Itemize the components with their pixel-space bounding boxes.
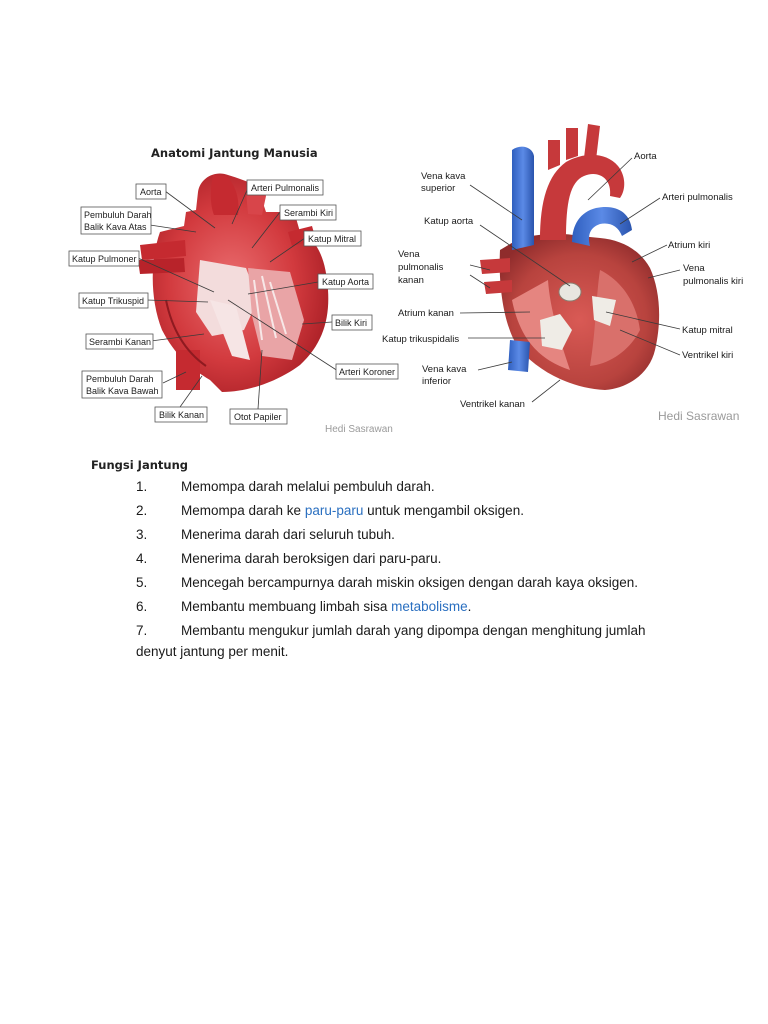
list-item xyxy=(0,598,768,622)
left-label-bilik-kanan xyxy=(155,407,207,422)
item-text: Membantu mengukur jumlah darah yang dipompa dengan menghitung jumlah xyxy=(181,623,646,638)
svg-text:Arteri Koroner: Arteri Koroner xyxy=(339,367,396,377)
left-label-serambi-kanan xyxy=(86,334,153,349)
right-label-ventrikel-kanan: Ventrikel kanan xyxy=(460,399,525,410)
list-item xyxy=(0,502,768,526)
right-label-atrium-kanan: Atrium kanan xyxy=(398,308,454,319)
item-text: Menerima darah beroksigen dari paru-paru. xyxy=(181,551,442,566)
list-item xyxy=(0,526,768,550)
item-number: 7. xyxy=(136,623,148,638)
left-label-katup-trikuspid xyxy=(79,293,148,308)
item-number: 6. xyxy=(136,599,148,614)
left-label-otot-papiler xyxy=(230,409,287,424)
item-text: Mencegah bercampurnya darah miskin oksigen dengan darah kaya oksigen. xyxy=(181,575,639,590)
left-label-katup-mitral xyxy=(304,231,361,246)
right-label-vena-pulmonalis-kanan: Vena xyxy=(398,249,420,260)
svg-text:Otot Papiler: Otot Papiler xyxy=(234,412,282,422)
item-text: Membantu membuang limbah sisa metabolisme. xyxy=(181,599,472,614)
right-label-vena-kava-inferior: Vena kava xyxy=(422,364,467,375)
right-heart-diagram xyxy=(382,124,743,423)
list-item xyxy=(0,574,768,598)
paru-paru-link[interactable]: paru-paru xyxy=(304,503,364,518)
svg-text:Katup Trikuspid: Katup Trikuspid xyxy=(82,296,145,306)
right-label-vena-pulmonalis-kanan-3: kanan xyxy=(398,275,424,286)
left-label-aorta xyxy=(136,184,166,199)
svg-text:Bilik Kiri: Bilik Kiri xyxy=(335,318,368,328)
right-label-katup-aorta: Katup aorta xyxy=(424,216,474,227)
right-label-vena-kava-superior: Vena kava xyxy=(421,171,466,182)
right-label-arteri-pulmonalis: Arteri pulmonalis xyxy=(662,192,733,203)
svg-text:Aorta: Aorta xyxy=(140,187,162,197)
right-label-katup-mitral: Katup mitral xyxy=(682,325,733,336)
list-item xyxy=(0,478,768,502)
right-label-vena-pulmonalis-kiri: Vena xyxy=(683,263,705,274)
item-number: 3. xyxy=(136,527,148,542)
right-label-atrium-kiri: Atrium kiri xyxy=(668,240,711,251)
svg-text:Serambi Kiri: Serambi Kiri xyxy=(284,208,334,218)
right-label-vena-pulmonalis-kiri-2: pulmonalis kiri xyxy=(683,276,744,287)
left-label-katup-aorta xyxy=(318,274,373,289)
right-label-vena-pulmonalis-kanan-2: pulmonalis xyxy=(398,262,444,273)
left-label-serambi-kiri xyxy=(280,205,336,220)
list-item xyxy=(0,622,768,659)
svg-text:Serambi Kanan: Serambi Kanan xyxy=(89,337,152,347)
svg-text:Arteri Pulmonalis: Arteri Pulmonalis xyxy=(251,183,320,193)
svg-text:Bilik Kanan: Bilik Kanan xyxy=(159,410,205,420)
heart-anatomy-figure xyxy=(0,0,768,450)
svg-text:Katup Pulmoner: Katup Pulmoner xyxy=(72,254,137,264)
left-figure-title: Anatomi Jantung Manusia xyxy=(151,146,318,160)
svg-text:Katup Mitral: Katup Mitral xyxy=(308,234,357,244)
svg-text:Balik Kava Bawah: Balik Kava Bawah xyxy=(86,386,159,396)
item-text: Menerima darah dari seluruh tubuh. xyxy=(181,527,395,542)
right-label-katup-trikuspidalis: Katup trikuspidalis xyxy=(382,334,460,345)
function-list xyxy=(0,478,768,659)
item-text-continuation: denyut jantung per menit. xyxy=(136,644,289,659)
item-number: 5. xyxy=(136,575,148,590)
right-heart-illustration xyxy=(480,124,659,390)
right-label-aorta: Aorta xyxy=(634,151,657,162)
item-text: Memompa darah melalui pembuluh darah. xyxy=(181,479,435,494)
right-label-ventrikel-kiri: Ventrikel kiri xyxy=(682,350,734,361)
left-label-bilik-kiri xyxy=(332,315,372,330)
left-label-arteri-koroner xyxy=(336,364,398,379)
right-label-vena-kava-inferior-2: inferior xyxy=(422,376,452,387)
item-number: 4. xyxy=(136,551,148,566)
item-text: Memompa darah ke paru-paru untuk mengambil oksigen. xyxy=(181,503,524,518)
left-label-katup-pulmoner xyxy=(69,251,139,266)
svg-text:Balik Kava Atas: Balik Kava Atas xyxy=(84,222,147,232)
left-figure-credit: Hedi Sasrawan xyxy=(325,424,393,435)
left-heart-diagram xyxy=(69,146,398,435)
right-figure-credit: Hedi Sasrawan xyxy=(658,409,740,423)
section-title: Fungsi Jantung xyxy=(91,458,189,472)
metabolisme-link[interactable]: metabolisme xyxy=(391,599,468,614)
svg-text:Pembuluh Darah: Pembuluh Darah xyxy=(86,374,154,384)
svg-text:Katup Aorta: Katup Aorta xyxy=(322,277,370,287)
item-number: 1. xyxy=(136,479,148,494)
left-label-arteri-pulmonalis xyxy=(247,180,323,195)
svg-text:Pembuluh Darah: Pembuluh Darah xyxy=(84,210,152,220)
item-number: 2. xyxy=(136,503,148,518)
left-label-pembuluh-bawah xyxy=(82,371,162,398)
list-item xyxy=(0,550,768,574)
left-label-pembuluh-atas xyxy=(81,207,152,234)
right-label-vena-kava-superior-2: superior xyxy=(421,183,456,194)
